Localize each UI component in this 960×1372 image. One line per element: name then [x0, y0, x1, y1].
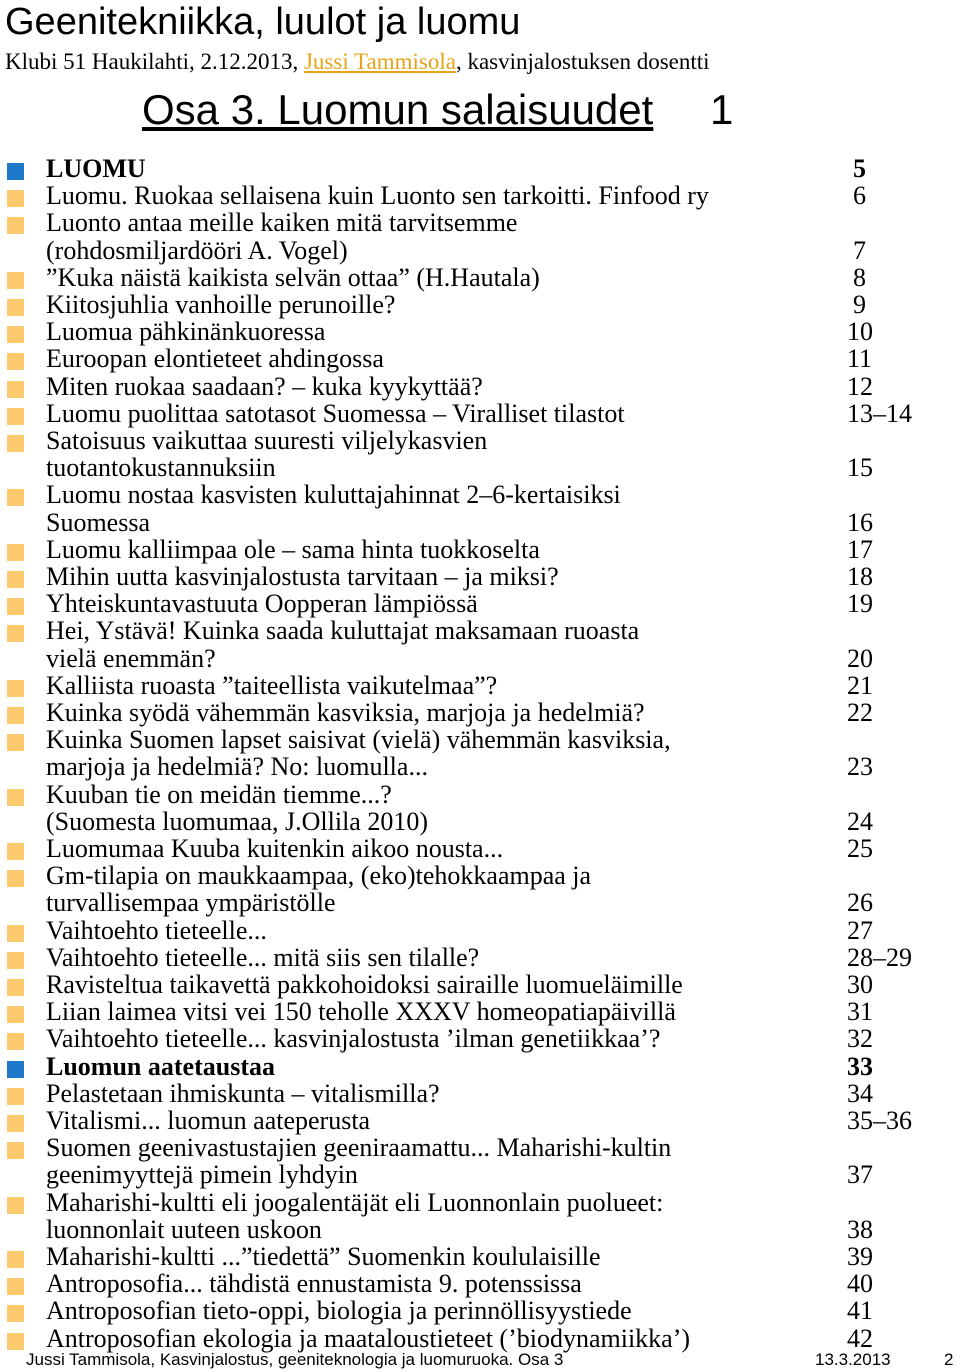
square-bullet-icon [7, 1305, 24, 1322]
toc-page-number: 6 [853, 181, 866, 211]
toc-item-text: Vitalismi... luomun aateperusta [46, 1106, 371, 1135]
toc-page-number: 20 [847, 643, 873, 673]
toc-item-text: Euroopan elontieteet ahdingossa [46, 344, 384, 374]
toc-item-text: luonnonlait uuteen uskoon [46, 1214, 322, 1244]
footer-page-number: 2 [944, 1350, 954, 1369]
toc-page-number: 30 [847, 970, 873, 999]
toc-item-text: Luomu kalliimpaa ole – sama hinta tuokkoselta [46, 534, 540, 564]
toc-item [0, 944, 960, 971]
toc-item-text: Vaihtoehto tieteelle... mitä siis sen tilalle? [46, 942, 480, 972]
toc-item [0, 781, 960, 835]
toc-page-number: 24 [847, 806, 873, 836]
toc-item-text: Antroposofian tieto-oppi, biologia ja perinnöllisyystiede [46, 1296, 632, 1326]
toc-page-number: 13–14 [847, 398, 912, 428]
toc-item-text: Pelastetaan ihmiskunta – vitalismilla? [46, 1078, 440, 1108]
toc-item-text: Luomua pähkinänkuoressa [46, 317, 326, 347]
square-bullet-icon [7, 1006, 24, 1023]
toc-page-number: 40 [847, 1269, 873, 1299]
toc-item-text: LUOMU [46, 154, 146, 183]
square-bullet-icon [7, 1278, 24, 1295]
toc-item [0, 481, 960, 535]
section-title: Osa 3. Luomun salaisuudet [142, 86, 654, 133]
toc-item-text: Vaihtoehto tieteelle... [46, 915, 267, 945]
square-bullet-icon [7, 952, 24, 969]
toc-item-text: marjoja ja hedelmiä? No: luomulla... [46, 752, 428, 782]
toc-item [0, 1243, 960, 1270]
square-bullet-icon [7, 870, 24, 887]
toc-item [0, 862, 960, 916]
toc-page-number: 42 [847, 1323, 873, 1353]
toc-item [0, 182, 960, 209]
square-bullet-icon [7, 544, 24, 561]
square-bullet-icon [7, 435, 24, 452]
square-bullet-icon [7, 408, 24, 425]
subtitle-role: , kasvinjalostuksen dosentti [455, 49, 710, 74]
square-bullet-icon [7, 979, 24, 996]
square-bullet-icon [7, 680, 24, 697]
toc-item-text: Kuinka Suomen lapset saisivat (vielä) vähemmän kasviksia, [46, 725, 671, 755]
toc-item [0, 917, 960, 944]
square-bullet-icon [7, 1197, 24, 1214]
toc-item-text: Luomu puolittaa satotasot Suomessa – Viralliset tilastot [46, 398, 625, 428]
square-bullet-icon [7, 598, 24, 615]
toc-page-number: 18 [847, 562, 873, 591]
toc-item-text: turvallisempaa ympäristölle [46, 888, 336, 918]
toc-item-text: Mihin uutta kasvinjalostusta tarvitaan – ja miksi? [46, 562, 559, 591]
toc-item [0, 536, 960, 563]
toc-item [0, 291, 960, 318]
square-bullet-icon [7, 1251, 24, 1268]
square-bullet-icon [7, 163, 24, 180]
toc-item-text: Kuuban tie on meidän tiemme...? [46, 779, 392, 809]
square-bullet-icon [7, 1033, 24, 1050]
toc-item [0, 1025, 960, 1052]
toc-item-text: Gm-tilapia on maukkaampaa, (eko)tehokkaampaa ja [46, 861, 592, 891]
toc-item [0, 318, 960, 345]
toc-item [0, 1134, 960, 1188]
toc-item-text: tuotantokustannuksiin [46, 453, 276, 483]
toc-page-number: 17 [847, 534, 873, 564]
toc-item [0, 563, 960, 590]
subtitle-event: Klubi 51 Haukilahti, 2.12.2013, [5, 49, 304, 74]
toc-page-number: 41 [847, 1296, 873, 1326]
square-bullet-icon [7, 843, 24, 860]
toc-page-number: 28–29 [847, 942, 912, 972]
toc-page-number: 37 [847, 1160, 873, 1190]
toc-item-text: Kalliista ruoasta ”taiteellista vaikutelmaa”? [46, 670, 498, 700]
square-bullet-icon [7, 272, 24, 289]
square-bullet-icon [7, 789, 24, 806]
toc-item [0, 400, 960, 427]
toc-item-text: Satoisuus vaikuttaa suuresti viljelykasvien [46, 426, 488, 455]
toc-page-number: 25 [847, 834, 873, 863]
toc-item [0, 373, 960, 400]
square-bullet-icon [7, 299, 24, 316]
toc-item-text: Kuinka syödä vähemmän kasviksia, marjoja ja hedelmiä? [46, 698, 645, 727]
toc-item-text: ”Kuka näistä kaikista selvän ottaa” (H.Hautala) [46, 262, 540, 292]
toc-page-number: 38 [847, 1214, 873, 1244]
toc-page-number: 35–36 [847, 1106, 912, 1135]
section-page-number: 1 [710, 86, 734, 133]
square-bullet-icon [7, 353, 24, 370]
toc-page-number: 19 [847, 589, 873, 619]
toc-page-number: 11 [847, 344, 873, 374]
toc-item [0, 971, 960, 998]
toc-item-text: vielä enemmän? [46, 643, 216, 673]
toc-item [0, 1107, 960, 1134]
toc-item-text: Miten ruokaa saadaan? – kuka kyykyttää? [46, 371, 483, 401]
toc-item-text: Vaihtoehto tieteelle... kasvinjalostusta ’ilman genetiikkaa’? [46, 1024, 661, 1054]
toc-page-number: 15 [847, 453, 873, 483]
toc-item-text: geenimyyttejä pimein lyhdyin [46, 1160, 358, 1190]
square-bullet-icon [7, 925, 24, 942]
toc-item-text: Luomun aatetaustaa [46, 1051, 275, 1081]
toc-item-text: Suomessa [46, 507, 150, 537]
toc-item [0, 699, 960, 726]
toc-item [0, 155, 960, 182]
toc-item-text: Suomen geenivastustajien geeniraamattu... Maharishi-kultin [46, 1133, 672, 1163]
square-bullet-icon [7, 1142, 24, 1159]
toc-page-number: 5 [853, 154, 866, 183]
toc-item [0, 617, 960, 671]
square-bullet-icon [7, 489, 24, 506]
square-bullet-icon [7, 1061, 24, 1078]
toc-item-text: Maharishi-kultti eli joogalentäjät eli Luonnonlain puolueet: [46, 1187, 664, 1217]
square-bullet-icon [7, 734, 24, 751]
toc-item [0, 672, 960, 699]
toc-item [0, 590, 960, 617]
toc-page-number: 22 [847, 698, 873, 727]
toc-item-text: Liian laimea vitsi vei 150 teholle XXXV homeopatiapäivillä [46, 997, 676, 1027]
toc-item [0, 1270, 960, 1297]
toc-item-text: (Suomesta luomumaa, J.Ollila 2010) [46, 806, 429, 836]
square-bullet-icon [7, 326, 24, 343]
toc-page-number: 7 [853, 235, 866, 265]
toc-item-text: Antroposofian ekologia ja maataloustieteet (’biodynamiikka’) [46, 1323, 691, 1353]
toc-page-number: 26 [847, 888, 873, 918]
toc-item [0, 998, 960, 1025]
toc-item [0, 345, 960, 372]
square-bullet-icon [7, 381, 24, 398]
footer [0, 1348, 960, 1372]
toc-page-number: 39 [847, 1242, 873, 1271]
toc-page-number: 21 [847, 670, 873, 700]
square-bullet-icon [7, 190, 24, 207]
footer-date: 13.3.2013 [815, 1350, 891, 1369]
footer-text: Jussi Tammisola, Kasvinjalostus, geeniteknologia ja luomuruoka. Osa 3 [26, 1350, 564, 1369]
toc-item [0, 1080, 960, 1107]
toc-item [0, 835, 960, 862]
toc-page-number: 27 [847, 915, 873, 945]
square-bullet-icon [7, 571, 24, 588]
square-bullet-icon [7, 707, 24, 724]
document-title: Geenitekniikka, luulot ja luomu [5, 1, 521, 43]
toc-page-number: 8 [853, 262, 866, 292]
toc-item [0, 209, 960, 263]
toc-item [0, 1189, 960, 1243]
toc-page-number: 31 [847, 997, 873, 1027]
toc-item-text: Kiitosjuhlia vanhoille perunoille? [46, 290, 396, 319]
toc-page-number: 9 [853, 290, 866, 319]
toc-item [0, 264, 960, 291]
toc-item-text: Maharishi-kultti ...”tiedettä” Suomenkin koululaisille [46, 1242, 601, 1271]
square-bullet-icon [7, 217, 24, 234]
toc-item-text: Antroposofia... tähdistä ennustamista 9. potenssissa [46, 1269, 582, 1299]
toc-item-text: Luomu nostaa kasvisten kuluttajahinnat 2–6-kertaisiksi [46, 480, 621, 510]
toc-item-text: Yhteiskuntavastuuta Oopperan lämpiössä [46, 589, 478, 619]
subtitle [5, 48, 710, 76]
toc-item-text: (rohdosmiljardööri A. Vogel) [46, 235, 348, 265]
square-bullet-icon [7, 1115, 24, 1132]
toc-item [0, 726, 960, 780]
author-link[interactable]: Jussi Tammisola [303, 49, 456, 74]
toc-page-number: 12 [847, 371, 873, 401]
toc-item-text: Luonto antaa meille kaiken mitä tarvitsemme [46, 208, 518, 238]
toc-page-number: 16 [847, 507, 873, 537]
toc-item-text: Ravisteltua taikavettä pakkohoidoksi sairaille luomueläimille [46, 970, 683, 999]
toc-page-number: 34 [847, 1078, 873, 1108]
toc-page-number: 32 [847, 1024, 873, 1054]
toc-item-text: Luomu. Ruokaa sellaisena kuin Luonto sen tarkoitti. Finfood ry [46, 181, 709, 211]
square-bullet-icon [7, 625, 24, 642]
toc-item [0, 427, 960, 481]
toc-item-text: Luomumaa Kuuba kuitenkin aikoo nousta... [46, 834, 504, 863]
toc-page-number: 10 [847, 317, 873, 347]
square-bullet-icon [7, 1088, 24, 1105]
toc-page-number: 33 [847, 1051, 873, 1081]
toc-item [0, 1053, 960, 1080]
toc-page-number: 23 [847, 752, 873, 782]
section-heading [142, 82, 734, 138]
toc-item-text: Hei, Ystävä! Kuinka saada kuluttajat maksamaan ruoasta [46, 616, 640, 646]
toc-item [0, 1297, 960, 1324]
